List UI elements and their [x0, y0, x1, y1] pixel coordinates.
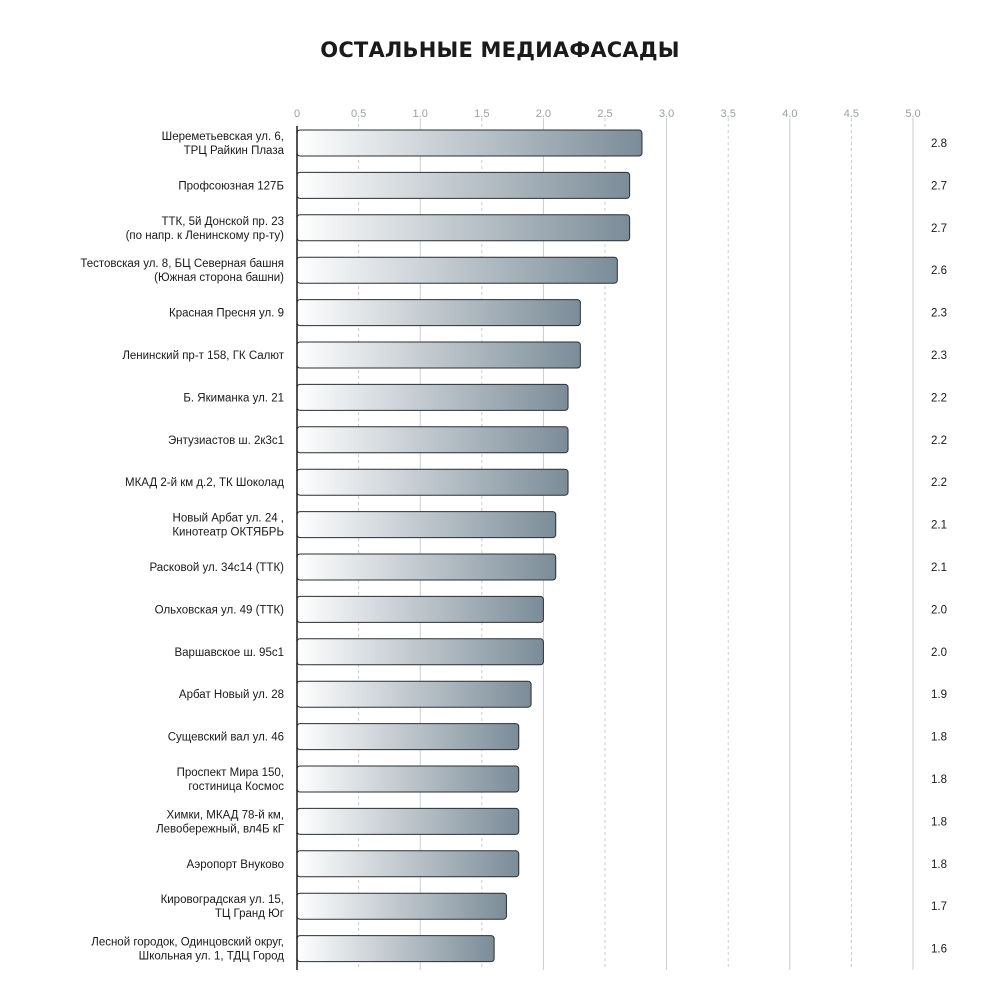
category-label: (по напр. к Ленинскому пр-ту) [125, 229, 284, 242]
value-labels [931, 138, 947, 956]
bar [297, 300, 580, 326]
bar [297, 384, 568, 410]
value-label: 2.3 [931, 350, 947, 362]
bar [297, 554, 556, 580]
value-label: 1.8 [931, 858, 947, 871]
value-label: 2.2 [931, 477, 947, 490]
value-label: 1.8 [931, 731, 947, 744]
category-label: Кинотеатр ОКТЯБРЬ [172, 526, 284, 539]
x-tick-label: 0.5 [350, 108, 367, 120]
category-label: Ленинский пр-т 158, ГК Салют [122, 350, 284, 362]
category-label: Левобережный, вл4Б кГ [156, 823, 284, 836]
category-label: Новый Арбат ул. 24 , [172, 512, 284, 525]
x-tick-label: 1.0 [412, 108, 428, 120]
value-label: 2.1 [931, 519, 947, 532]
bar [297, 851, 519, 877]
bar [297, 469, 568, 495]
chart-title: ОСТАЛЬНЫЕ МЕДИАФАСАДЫ [320, 38, 680, 62]
x-tick-label: 3.5 [720, 108, 736, 120]
value-label: 1.8 [931, 816, 947, 829]
value-label: 2.2 [931, 434, 947, 447]
x-tick-label: 2.5 [597, 108, 613, 120]
value-label: 2.7 [931, 180, 947, 193]
value-label: 2.0 [931, 646, 947, 659]
category-label: ТРЦ Райкин Плаза [183, 145, 284, 157]
x-tick-label: 5.0 [905, 108, 921, 120]
value-label: 1.6 [931, 943, 947, 956]
x-tick-label: 3.0 [658, 108, 675, 120]
bar [297, 512, 556, 538]
category-label: Расковой ул. 34с14 (ТТК) [149, 562, 284, 574]
bar [297, 724, 519, 750]
bar [297, 427, 568, 453]
x-tick-label: 2.0 [535, 108, 552, 120]
category-label: ТЦ Гранд Юг [214, 908, 284, 921]
x-axis-ticks [294, 108, 921, 120]
category-label: Б. Якиманка ул. 21 [183, 392, 284, 405]
bar [297, 596, 543, 622]
category-label: Красная Пресня ул. 9 [169, 307, 284, 320]
category-label: Кировоградская ул. 15, [160, 894, 284, 907]
category-label: (Южная сторона башни) [154, 272, 284, 285]
category-label: Варшавское ш. 95с1 [174, 646, 284, 659]
bar [297, 893, 506, 919]
category-label: Профсоюзная 127Б [178, 180, 284, 193]
x-tick-label: 1.5 [474, 108, 490, 120]
bar [297, 766, 519, 792]
value-label: 2.6 [931, 265, 947, 278]
category-label: Энтузиастов ш. 2к3с1 [167, 434, 284, 447]
bar [297, 681, 531, 707]
value-label: 1.7 [931, 901, 947, 914]
bar [297, 808, 519, 834]
x-tick-label: 4.0 [782, 108, 798, 120]
value-label: 1.8 [931, 774, 947, 786]
value-label: 2.0 [931, 604, 947, 617]
category-label: Аэропорт Внуково [186, 858, 284, 871]
bar [297, 639, 543, 665]
value-label: 2.8 [931, 138, 947, 150]
category-label: Химки, МКАД 78-й км, [166, 809, 284, 822]
category-label: гостиница Космос [188, 781, 284, 793]
category-label: Тестовская ул. 8, БЦ Северная башня [80, 258, 284, 271]
x-tick-label: 4.5 [843, 108, 860, 120]
bar [297, 342, 580, 368]
category-label: Лесной городок, Одинцовский округ, [91, 936, 284, 949]
category-label: Арбат Новый ул. 28 [178, 689, 284, 702]
category-label: Шереметьевская ул. 6, [161, 131, 284, 143]
bar [297, 215, 630, 241]
bars [297, 130, 642, 962]
value-label: 1.9 [931, 689, 947, 702]
value-label: 2.7 [931, 222, 947, 235]
bar [297, 936, 494, 962]
category-label: Сущевский вал ул. 46 [167, 731, 284, 744]
value-label: 2.1 [931, 562, 947, 574]
category-label: Школьная ул. 1, ТДЦ Город [138, 950, 284, 963]
category-label: ТТК, 5й Донской пр. 23 [161, 215, 284, 228]
grid-lines [359, 118, 913, 970]
category-label: Ольховская ул. 49 (ТТК) [154, 604, 284, 617]
bar [297, 172, 630, 198]
category-label: МКАД 2-й км д.2, ТК Шоколад [125, 477, 284, 490]
value-label: 2.3 [931, 307, 947, 320]
bar [297, 257, 617, 283]
x-tick-label: 0 [293, 108, 301, 120]
category-labels [80, 131, 284, 963]
value-label: 2.2 [931, 392, 947, 405]
category-label: Проспект Мира 150, [176, 767, 284, 779]
bar [297, 130, 642, 156]
